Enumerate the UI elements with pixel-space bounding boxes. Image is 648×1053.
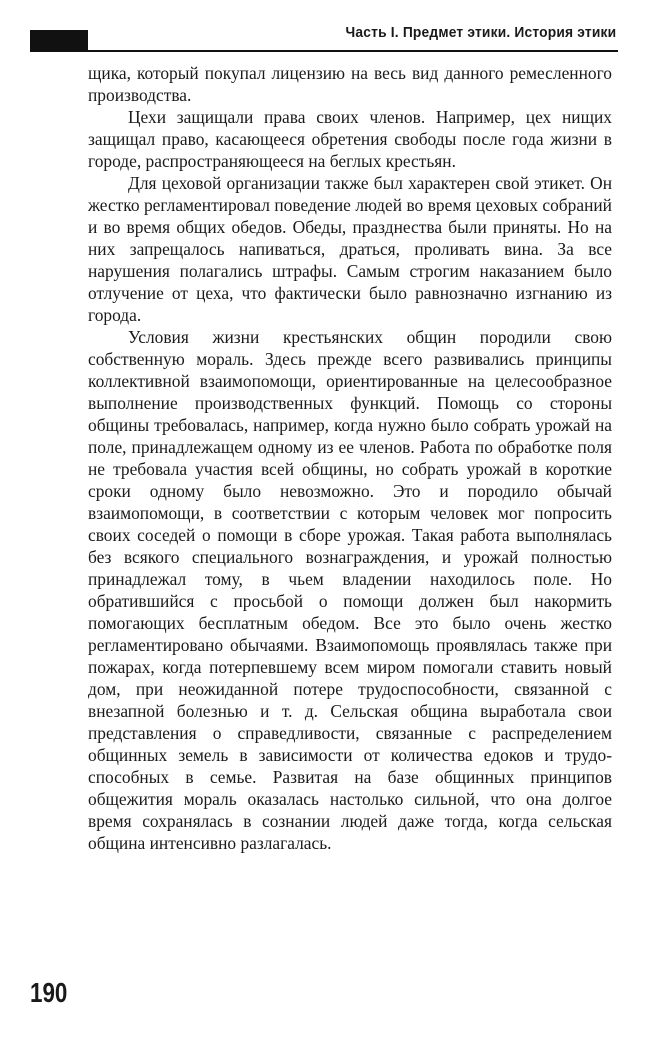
paragraph-continuation: щика, который покупал лицензию на весь вид данного ремесленного производства. (88, 63, 612, 105)
paragraph-peasant-communities: Условия жизни крестьянских общин породили свою собственную мораль. Здесь прежде всего развивались принципы коллективной взаимопомощи, ориентированные на целесообразное выполнение производственных функций. Помощь со стороны общины требовалась, например, когда нужно было собрать урожай на поле, принадлежащем одному из ее членов. Работа по обработке поля не требовала участия всей общины, но собрать урожай в короткие сроки одному было невозможно. Это и породило обычай взаимопомощи, в соответствии с которым человек мог попросить своих соседей о помощи в сборе урожая. Такая работа выполнялась без всякого специального вознаграждения, и урожай полностью принадлежал тому, в чьем владении находилось поле. Но обратившийся с просьбой о помощи должен был накормить помогающих бесплатным обедом. Все это было очень жестко регламентировано обычаями. Взаимопомощь проявлялась также при пожарах, когда потерпевшему всем миром помогали ставить новый дом, при неожиданной потере трудоспособности, связанной с внезапной болезнью и т. д. Сельская община выработала свои представления о справедливости, связанные с распределением общинных земель в зависимости от количества едоков и трудоспособных в семье. Развитая на базе общинных принципов общежития мораль оказалась настолько сильной, что она долгое время сохранялась в сознании людей даже тогда, когда сельская община интенсивно разлагалась. (88, 327, 612, 853)
header-decorative-bar (30, 30, 88, 50)
header-rule (30, 50, 618, 52)
page-number: 190 (30, 977, 68, 1008)
paragraph-guild-etiquette: Для цеховой организации также был характерен свой этикет. Он жестко регламентировал поведение людей во время цеховых собраний и во время общих обедов. Обеды, празднества были приняты. Но на них запрещалось напиваться, драться, проливать вина. За все нарушения полагались штрафы. Самым строгим наказанием было отлучение от цеха, что фактически было равнозначно изгнанию из города. (88, 173, 612, 325)
running-header-title: Часть I. Предмет этики. История этики (345, 24, 616, 41)
paragraph-guild-rights: Цехи защищали права своих членов. Например, цех нищих защищал право, касающееся обретения свободы после года жизни в городе, распространяющееся на беглых крестьян. (88, 107, 612, 171)
page-body (88, 62, 612, 1024)
